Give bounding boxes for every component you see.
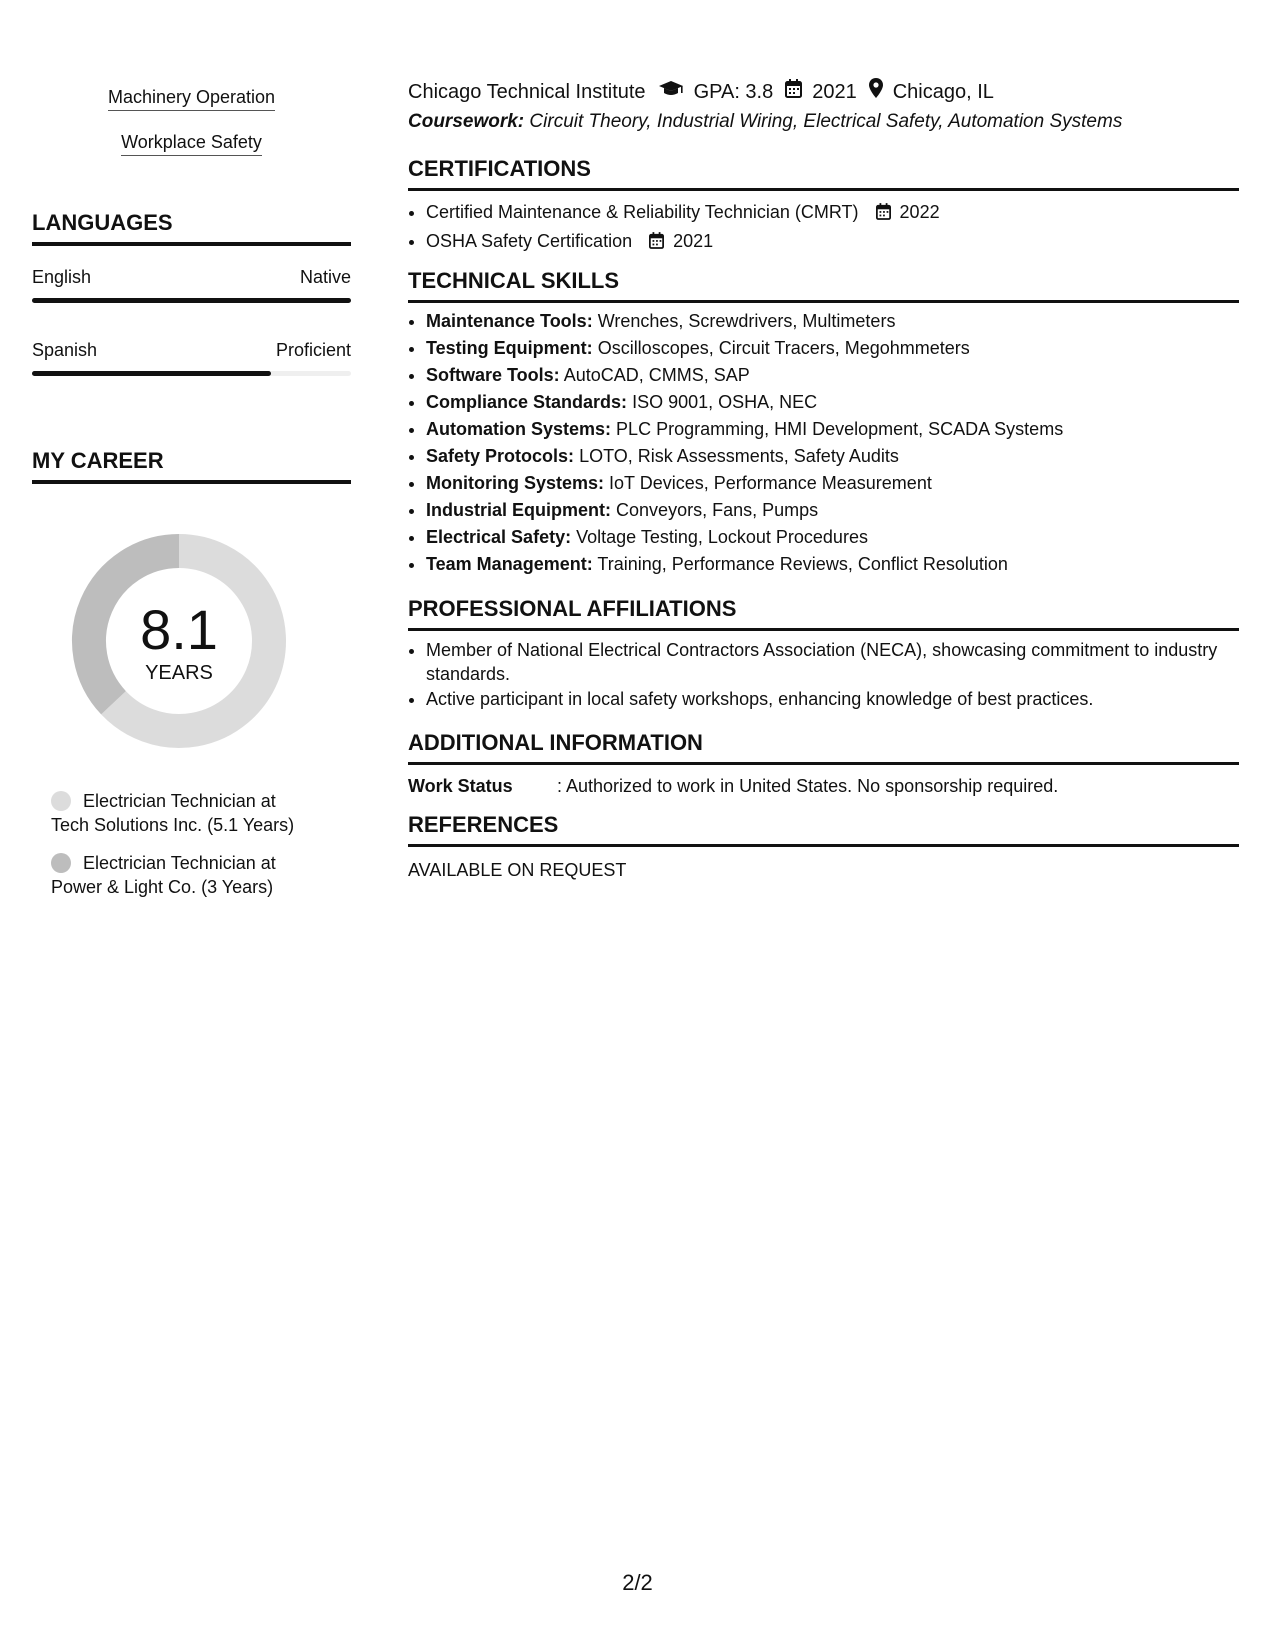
career-donut [66,528,292,754]
skill-tag-label: Workplace Safety [121,131,262,156]
skill-label: Electrical Safety: [426,527,572,547]
work-status-label: Work Status [408,776,513,796]
language-name: Spanish [32,340,98,360]
skill-item [426,389,1239,416]
skill-value: Wrenches, Screwdrivers, Multimeters [597,311,896,331]
location: Chicago, IL [892,80,994,103]
section-divider [408,188,1239,191]
skill-value: Training, Performance Reviews, Conflict Resolution [597,554,1008,574]
career-section [32,448,351,484]
languages-section [32,210,351,376]
graduation-year: 2021 [812,80,857,103]
certification-name: Certified Maintenance & Reliability Technician (CMRT) [426,202,859,222]
legend-swatch [51,791,71,811]
certification-item [426,199,1239,228]
skill-value: Voltage Testing, Lockout Procedures [576,527,868,547]
certification-year: 2022 [899,202,940,222]
calendar-icon [649,230,664,257]
skill-item [426,470,1239,497]
section-divider [408,300,1239,303]
language-level: Native [299,267,351,287]
career-unit: YEARS [145,662,213,684]
skill-tag [32,86,351,111]
skill-item [426,362,1239,389]
references-section [408,812,1239,881]
career-item [51,851,351,899]
language-item [32,339,351,376]
skill-item [426,551,1239,578]
skill-label: Compliance Standards: [426,392,628,412]
skill-label: Maintenance Tools: [426,311,593,331]
language-bar [32,298,351,303]
skill-label: Testing Equipment: [426,338,593,358]
location-pin-icon [869,78,883,105]
language-bar [32,371,351,376]
skill-tag [32,131,351,156]
coursework [408,109,1239,135]
language-bar-fill [32,298,351,303]
career-item [51,789,351,837]
coursework-list: Circuit Theory, Industrial Wiring, Electrical Safety, Automation Systems [529,111,1123,132]
section-divider [408,762,1239,765]
languages-title: LANGUAGES [32,210,173,235]
language-item [32,266,351,303]
skill-label: Team Management: [426,554,593,574]
certifications-section [408,156,1239,257]
skill-value: LOTO, Risk Assessments, Safety Audits [579,446,899,466]
technical-skills-section [408,268,1239,578]
coursework-label: Coursework: [408,111,525,132]
certification-name: OSHA Safety Certification [426,231,633,251]
section-divider [408,628,1239,631]
career-total: 8.1 [140,598,218,661]
education-entry [408,78,1239,135]
certification-item [426,228,1239,257]
school-name: Chicago Technical Institute [408,80,646,103]
career-detail: Power & Light Co. (3 Years) [51,877,274,897]
calendar-icon [785,79,802,105]
skill-tags [32,86,351,156]
career-role: Electrician Technician at [83,791,276,811]
career-legend [51,789,351,899]
skill-label: Monitoring Systems: [426,473,605,493]
skill-label: Software Tools: [426,365,560,385]
skill-item [426,524,1239,551]
affiliations-section [408,596,1239,713]
skill-value: AutoCAD, CMMS, SAP [563,365,750,385]
calendar-icon [876,201,891,228]
career-title: MY CAREER [32,448,164,473]
section-divider [32,242,351,246]
skill-item [426,308,1239,335]
certification-year: 2021 [673,231,714,251]
gpa: GPA: 3.8 [693,80,774,103]
skill-item [426,497,1239,524]
skill-value: Oscilloscopes, Circuit Tracers, Megohmmeters [597,338,970,358]
graduation-cap-icon [658,79,684,105]
skill-label: Automation Systems: [426,419,612,439]
skill-value: ISO 9001, OSHA, NEC [632,392,818,412]
skill-label: Industrial Equipment: [426,500,612,520]
skill-item [426,416,1239,443]
technical-skills-title: TECHNICAL SKILLS [408,268,620,293]
skill-value: Conveyors, Fans, Pumps [616,500,819,520]
career-detail: Tech Solutions Inc. (5.1 Years) [51,815,295,835]
additional-info-title: ADDITIONAL INFORMATION [408,730,703,755]
language-name: English [32,267,92,287]
affiliation-item: • Member of National Electrical Contractors Association (NECA), showcasing commitment to industry standards. [426,638,1239,686]
skill-tag-label: Machinery Operation [108,86,275,111]
skill-item [426,443,1239,470]
skill-label: Safety Protocols: [426,446,575,466]
skill-item [426,335,1239,362]
section-divider [408,844,1239,847]
language-level: Proficient [275,340,351,360]
legend-swatch [51,853,71,873]
language-bar-fill [32,371,271,376]
work-status-row [408,775,1239,797]
skill-value: PLC Programming, HMI Development, SCADA Systems [616,419,1064,439]
references-title: REFERENCES [408,812,559,837]
additional-info-section [408,730,1239,797]
work-status-value: : Authorized to work in United States. No sponsorship required. [557,776,1059,796]
affiliations-title: PROFESSIONAL AFFILIATIONS [408,596,737,621]
career-role: Electrician Technician at [83,853,276,873]
references-text: AVAILABLE ON REQUEST [408,860,627,880]
certifications-title: CERTIFICATIONS [408,156,591,181]
affiliation-item: • Active participant in local safety workshops, enhancing knowledge of best practices. [426,686,1239,713]
page-number: 2/2 [622,1570,653,1595]
skill-value: IoT Devices, Performance Measurement [609,473,932,493]
section-divider [32,480,351,484]
